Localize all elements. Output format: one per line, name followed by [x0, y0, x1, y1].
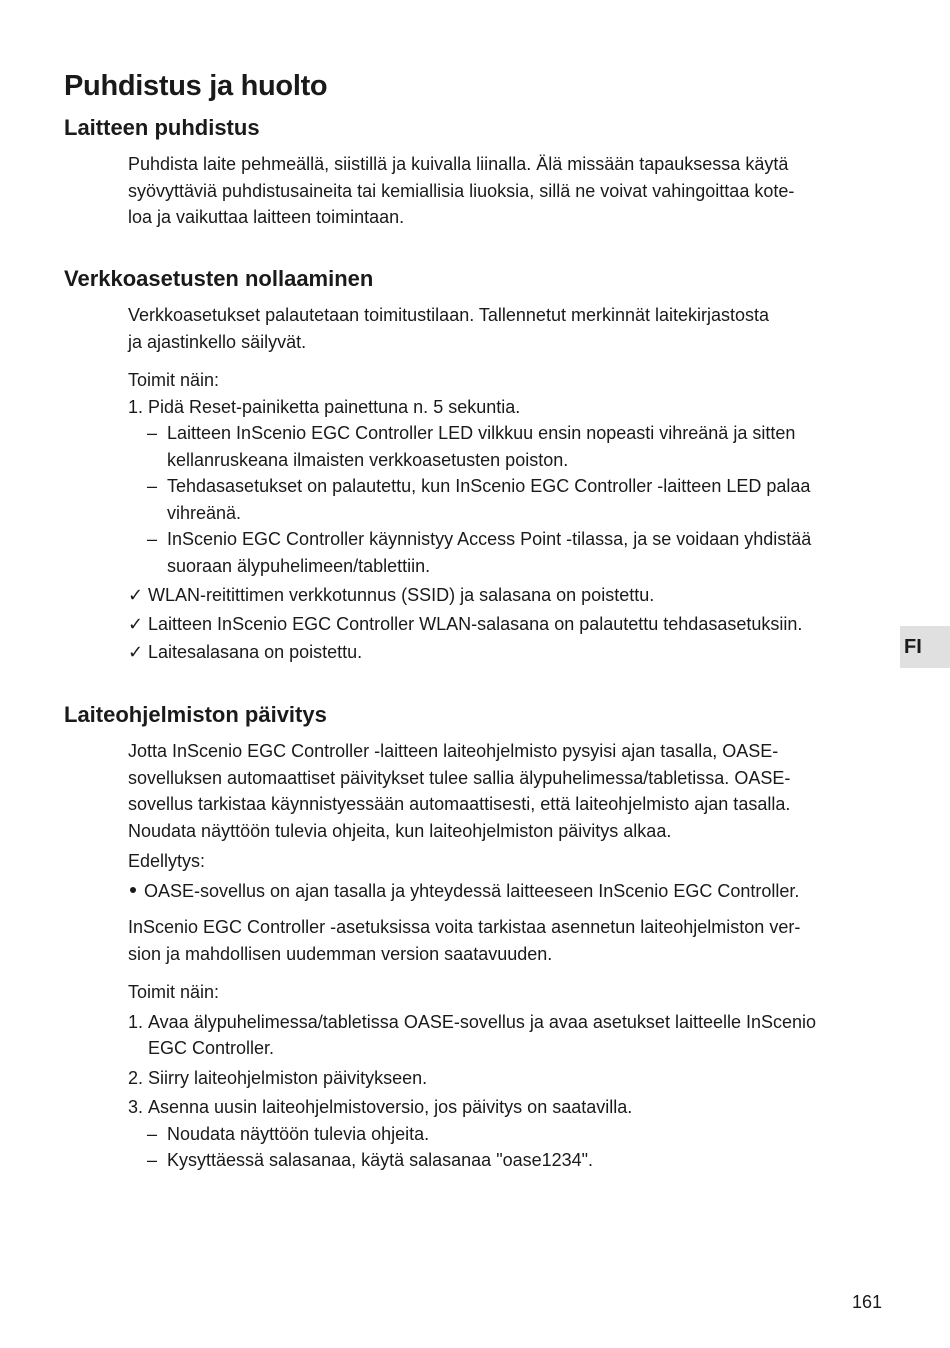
procedure-label: Toimit näin: [128, 982, 220, 1002]
reset-step-1 [128, 394, 880, 421]
step-number: 3. [128, 1097, 144, 1117]
prerequisite-item [128, 878, 880, 905]
firmware-intro-line: sovellus tarkistaa käynnistyessään automaattisesti, että laiteohjelmisto ajan tasalla. [128, 794, 791, 814]
firmware-step-2 [128, 1065, 880, 1092]
page-title: Puhdistus ja huolto [64, 70, 328, 102]
step-number: 1. [128, 396, 144, 417]
section-title-reset: Verkkoasetusten nollaaminen [64, 266, 374, 291]
firmware-info-line: InScenio EGC Controller -asetuksissa voita tarkistaa asennetun laiteohjelmiston ver- [128, 917, 801, 937]
reset-intro-line: ja ajastinkello säilyvät. [128, 331, 307, 352]
step-row [128, 1065, 880, 1092]
firmware-intro [128, 738, 880, 844]
reset-procedure [128, 367, 880, 666]
cleaning-line: loa ja vaikuttaa laitteen toimintaan. [128, 207, 405, 227]
result-item [128, 611, 880, 638]
prerequisite-text: OASE-sovellus on ajan tasalla ja yhteydessä laitteeseen InScenio EGC Controller. [144, 880, 800, 901]
step-text: Avaa älypuhelimessa/tabletissa OASE-sovellus ja avaa asetukset laitteelle InScenio [148, 1011, 817, 1032]
result-text: Laitteen InScenio EGC Controller WLAN-salasana on palautettu tehdasasetuksiin. [148, 613, 803, 634]
dash-marker: – [147, 1123, 158, 1144]
substep-line: Noudata näyttöön tulevia ohjeita. [167, 1123, 430, 1144]
reset-intro-line: Verkkoasetukset palautetaan toimitustilaan. Tallennetut merkinnät laitekirjastosta [128, 305, 770, 325]
substep-line: Laitteen InScenio EGC Controller LED vilkkuu ensin nopeasti vihreänä ja sitten [167, 423, 796, 443]
firmware-procedure [128, 979, 880, 1174]
firmware-substep-1 [128, 1121, 880, 1148]
firmware-step-1 [128, 1009, 880, 1062]
check-icon: ✓ [128, 585, 144, 605]
firmware-substep-2 [128, 1147, 880, 1174]
dash-marker: – [147, 476, 158, 496]
step-number: 1. [128, 1011, 144, 1032]
step-text: Pidä Reset-painiketta painettuna n. 5 sekuntia. [148, 396, 521, 417]
procedure-label: Toimit näin: [128, 370, 220, 390]
language-tab: FI [900, 626, 950, 668]
firmware-intro-line: Noudata näyttöön tulevia ohjeita, kun laiteohjelmiston päivitys alkaa. [128, 820, 672, 841]
firmware-step-3 [128, 1094, 880, 1121]
cleaning-line: syövyttäviä puhdistusaineita tai kemiallisia liuoksia, sillä ne voivat vahingoittaa kote- [128, 180, 795, 201]
step-row [128, 1094, 880, 1121]
cleaning-line: Puhdista laite pehmeällä, siistillä ja kuivalla liinalla. Älä missään tapauksessa käytä [128, 154, 789, 174]
prerequisite-label: Edellytys: [128, 851, 206, 871]
section-title-cleaning: Laitteen puhdistus [64, 115, 260, 140]
result-item [128, 639, 880, 666]
reset-substep-2 [128, 473, 880, 526]
step-number: 2. [128, 1067, 144, 1088]
result-text: Laitesalasana on poistettu. [148, 642, 363, 662]
reset-substep-1 [128, 420, 880, 473]
check-icon: ✓ [128, 642, 144, 662]
step-text: Asenna uusin laiteohjelmistoversio, jos päivitys on saatavilla. [148, 1097, 633, 1117]
firmware-prerequisite [128, 848, 880, 904]
firmware-info-line: sion ja mahdollisen uudemman version saatavuuden. [128, 943, 553, 964]
dash-marker: – [147, 423, 158, 443]
firmware-intro-line: Jotta InScenio EGC Controller -laitteen laiteohjelmisto pysyisi ajan tasalla, OASE- [128, 741, 779, 761]
firmware-info [128, 914, 880, 967]
substep-line: Tehdasasetukset on palautettu, kun InScenio EGC Controller -laitteen LED palaa [167, 476, 811, 496]
bullet-icon [130, 887, 136, 893]
check-icon: ✓ [128, 613, 144, 634]
step-text: Siirry laiteohjelmiston päivitykseen. [148, 1067, 428, 1088]
dash-marker: – [147, 1150, 158, 1170]
section-title-firmware: Laiteohjelmiston päivitys [64, 702, 327, 727]
substep-line: InScenio EGC Controller käynnistyy Access Point -tilassa, ja se voidaan yhdistää [167, 529, 812, 549]
result-item [128, 582, 880, 609]
firmware-intro-line: sovelluksen automaattiset päivitykset tulee sallia älypuhelimessa/tabletissa. OASE- [128, 767, 791, 788]
step-row [128, 1009, 880, 1036]
substep-line: suoraan älypuhelimeen/tablettiin. [167, 555, 431, 576]
result-text: WLAN-reitittimen verkkotunnus (SSID) ja salasana on poistettu. [148, 585, 655, 605]
step-text-cont: EGC Controller. [148, 1038, 275, 1058]
substep-line: Kysyttäessä salasanaa, käytä salasanaa "oase1234". [167, 1150, 594, 1170]
reset-substep-3 [128, 526, 880, 579]
cleaning-paragraph [128, 151, 880, 231]
reset-intro [128, 302, 880, 355]
substep-line: vihreänä. [167, 502, 242, 523]
substep-line: kellanruskeana ilmaisten verkkoasetusten poiston. [167, 449, 569, 470]
dash-marker: – [147, 529, 158, 549]
page-number: 161 [852, 1292, 883, 1312]
